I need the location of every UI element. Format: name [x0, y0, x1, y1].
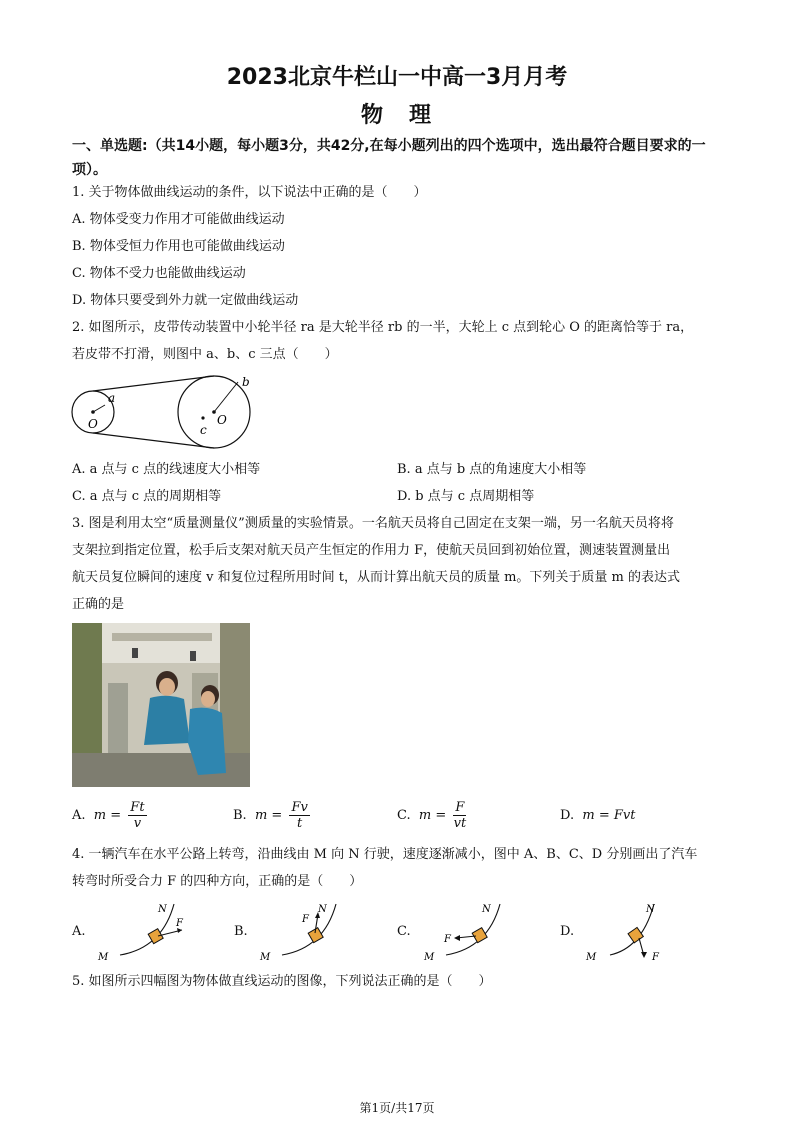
q3-line2: 支架拉到指定位置，松手后支架对航天员产生恒定的作用力 F，使航天员回到初始位置，测速装置测量出 — [72, 543, 671, 558]
q4-option-a-label: A. — [72, 924, 86, 939]
q2-stem-line2: 若皮带不打滑，则图中 a、b、c 三点（ ） — [72, 347, 338, 362]
q3-option-c: C. m = $\frac{F}{vt}$ — [397, 800, 467, 831]
q3-option-a: A. m = $\frac{Ft}{v}$ — [72, 800, 145, 831]
fraction-f-over-vt: $\frac{F}{vt}$ — [453, 800, 467, 831]
car-block — [472, 928, 487, 943]
small-center-dot — [91, 410, 95, 414]
fraction-fv-over-t: $\frac{Fv}{t}$ — [291, 800, 308, 831]
point-c-dot — [201, 416, 204, 419]
label-c: c — [200, 423, 207, 437]
q2-option-d: D. b 点与 c 点周期相等 — [397, 489, 535, 504]
q3-line3: 航天员复位瞬间的速度 v 和复位过程所用时间 t，从而计算出航天员的质量 m。下列关于质量 m 的表达式 — [72, 570, 681, 585]
svg-text:F: F — [176, 918, 183, 929]
q3-option-b: B. m = $\frac{Fv}{t}$ — [233, 800, 308, 831]
label-o-small: O — [88, 417, 98, 431]
svg-text:M: M — [98, 952, 109, 962]
q3-line4: 正确的是 — [72, 597, 125, 612]
fraction-ft-over-v: $\frac{Ft}{v}$ — [130, 800, 145, 831]
large-radius — [214, 382, 238, 412]
q1-option-a: A. 物体受变力作用才可能做曲线运动 — [72, 212, 285, 227]
q4-option-c-label: C. — [397, 924, 411, 939]
q3-option-d: D. m = Fvt — [560, 808, 636, 823]
q2-option-a: A. a 点与 c 点的线速度大小相等 — [72, 462, 261, 477]
space-station-photo — [72, 623, 250, 787]
q4-option-b-label: B. — [234, 924, 248, 939]
q2-option-b: B. a 点与 b 点的角速度大小相等 — [397, 462, 587, 477]
svg-text:M: M — [424, 952, 435, 962]
q3-line1: 3. 图是利用太空“质量测量仪”测质量的实验情景。一名航天员将自己固定在支架一端，另一名航天员将将 — [72, 516, 674, 531]
q1-option-d: D. 物体只要受到外力就一定做曲线运动 — [72, 293, 299, 308]
q1-option-c: C. 物体不受力也能做曲线运动 — [72, 266, 246, 281]
page-number: 第1页/共17页 — [359, 1101, 435, 1115]
svg-text:F: F — [652, 952, 659, 963]
svg-text:M: M — [586, 952, 597, 963]
exam-title: 2023北京牛栏山一中高一3月月考 — [226, 65, 568, 90]
label-b: b — [242, 375, 250, 389]
q5-stem: 5. 如图所示四幅图为物体做直线运动的图像，下列说法正确的是（ ） — [72, 974, 492, 989]
section-heading: 一、单选题:（共14小题，每小题3分，共42分,在每小题列出的四个选项中，选出最符合题目要求的一项）。 — [72, 138, 706, 178]
svg-text:F: F — [444, 934, 451, 945]
svg-text:F: F — [302, 914, 309, 925]
label-a: a — [108, 391, 116, 405]
svg-text:N: N — [318, 904, 327, 915]
q4-figure-c — [418, 900, 528, 962]
astronauts-image — [72, 623, 250, 787]
force-arrow-icon — [641, 952, 647, 958]
small-radius — [93, 405, 105, 412]
q2-option-c: C. a 点与 c 点的周期相等 — [72, 489, 222, 504]
car-block — [628, 927, 643, 942]
q4-figure-b — [254, 900, 364, 962]
svg-text:N: N — [158, 904, 167, 915]
q4-figure-a — [92, 900, 202, 962]
label-o-large: O — [217, 413, 227, 427]
force-arrow-icon — [454, 935, 460, 941]
q1-option-b: B. 物体受恒力作用也可能做曲线运动 — [72, 239, 285, 254]
q4-option-d-label: D. — [560, 924, 575, 939]
belt-top — [93, 376, 214, 391]
belt-bottom — [93, 433, 214, 448]
large-center-dot — [212, 410, 216, 414]
q4-figure-d — [582, 900, 692, 966]
q4-stem-line1: 4. 一辆汽车在水平公路上转弯，沿曲线由 M 向 N 行驶，速度逐渐减小，图中 A、B、C、D 分别画出了汽车 — [72, 847, 698, 862]
svg-text:N: N — [646, 904, 655, 915]
q2-stem-line1: 2. 如图所示，皮带传动装置中小轮半径 ra 是大轮半径 rb 的一半，大轮上 c 点到轮心 O 的距离恰等于 ra， — [72, 320, 694, 335]
q4-stem-line2: 转弯时所受合力 F 的四种方向，正确的是（ ） — [72, 874, 363, 889]
svg-text:N: N — [482, 904, 491, 915]
subject-title: 物 理 — [360, 103, 433, 128]
svg-text:M: M — [260, 952, 271, 962]
belt-pulley-figure — [70, 372, 260, 452]
q1-stem: 1. 关于物体做曲线运动的条件，以下说法中正确的是（ ） — [72, 185, 427, 200]
